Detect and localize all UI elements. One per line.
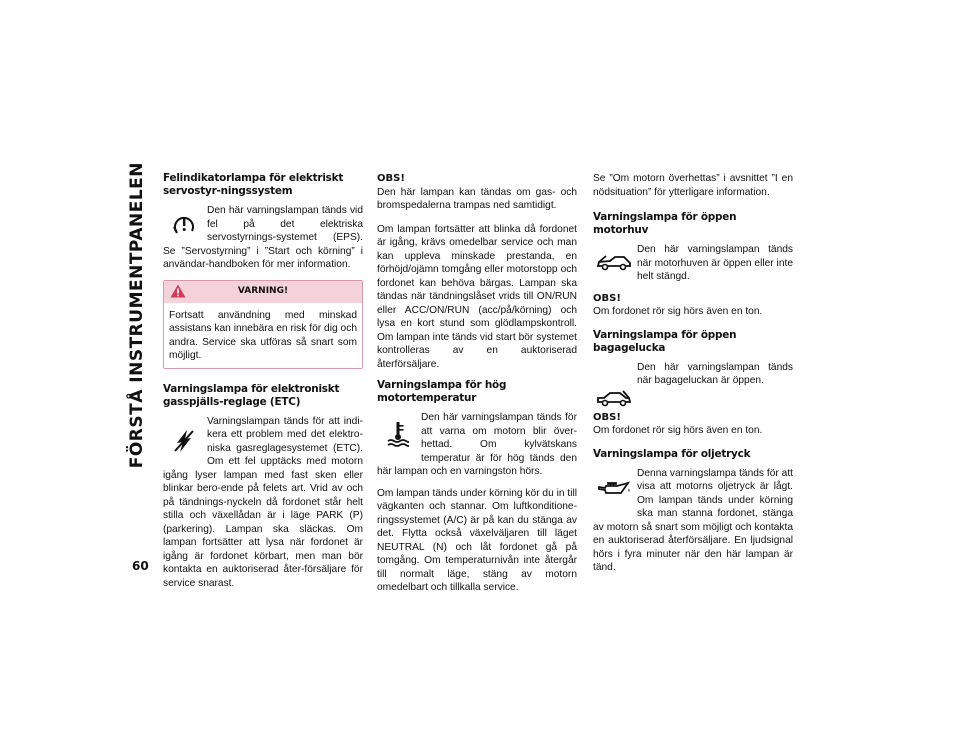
etc-heading: Varningslampa för elektroniskt gasspjälls-reglage (ETC) — [163, 382, 340, 408]
hood-text: Den här varningslampan tänds när motorhuven är öppen eller inte helt stängd. — [637, 244, 793, 282]
obs-text: Den här lampan kan tändas om gas- och bromspedalerna trampas ned samtidigt. — [377, 186, 577, 211]
section-side-title: FÖRSTÅ INSTRUMENTPANELEN — [127, 162, 147, 469]
oil-heading: Varningslampa för oljetryck — [593, 447, 751, 460]
eps-block — [163, 204, 363, 272]
throttle-lightning-icon — [163, 415, 205, 467]
steering-wheel-warning-icon — [163, 204, 205, 244]
hood-obs-text: Om fordonet rör sig hörs även en ton. — [593, 306, 763, 317]
hood-block — [593, 243, 793, 284]
column-3 — [593, 172, 793, 583]
trunk-obs-text: Om fordonet rör sig hörs även en ton. — [593, 425, 763, 436]
warning-title: VARNING! — [237, 285, 289, 296]
coolant-temperature-icon — [377, 411, 419, 457]
temp-text-2: Om lampan tänds under körning kör du in till vägkanten och stannar. Om luftkonditione-ringssystemet (A/C) är på kan du stänga av det. Flytta också växelväljaren till läget NEUTRAL (N) och låt fordonet gå på tomgång. Om temperaturnivån inte återgår till normalt läge, stäng av motorn omedelbart och tillkalla service. — [377, 487, 577, 593]
page-number: 60 — [132, 559, 149, 573]
temp-block — [377, 411, 577, 479]
etc-blink-text: Om lampan fortsätter att blinka då fordonet är igång, krävs omedelbar service och man kan uppleva minskade prestanda, en förhöjd/ojämn tomgång eller motorstopp och fordonet kan behöva bärgas. Lampan ska tändas när tändningslåset vrids till ON/RUN eller ACC/ON/RUN (acc/på/körning) och lysa en kort stund som glödlampskontroll. Om lampan inte tänds vid start bör systemet kontrolleras av en auktoriserad återförsäljare. — [377, 223, 577, 370]
obs-label: OBS! — [377, 173, 405, 184]
warning-text: Fortsatt användning med minskad assistans kan innebära en risk för dig och andra. Service ska utföras så snart som möjligt. — [169, 309, 357, 361]
trunk-obs-label: OBS! — [593, 411, 621, 423]
overheat-reference: Se ”Om motorn överhettas” i avsnittet ”I en nödsituation” för ytterligare information. — [593, 173, 793, 198]
temp-heading: Varningslampa för hög motortemperatur — [377, 379, 507, 404]
etc-block — [163, 415, 363, 591]
eps-heading: Felindikatorlampa för elektriskt servostyr-ningssystem — [163, 172, 344, 197]
column-1 — [163, 172, 363, 598]
trunk-block — [593, 361, 793, 411]
trunk-heading: Varningslampa för öppen bagagelucka — [593, 328, 737, 354]
trunk-open-car-icon — [593, 361, 635, 407]
warning-box — [163, 280, 363, 369]
eps-text: Den här varningslampan tänds vid fel på det elektriska servostyrnings-systemet (EPS). Se ”Servostyrning” i ”Start och körning” i användar-handboken för mer information. — [163, 205, 363, 270]
hood-heading: Varningslampa för öppen motorhuv — [593, 211, 737, 236]
column-2 — [377, 172, 577, 603]
etc-text: Varningslampan tänds för att indi-kera ett problem med det elektro-niska gasreglagesystemet (ETC). Om ett fel upptäcks med motorn igång lyser lampan med fast sken eller blinkar bero-ende på felets art. Vrid av och på tändnings-nyckeln då fordonet står helt stilla och växellådan är i läge PARK (P) (parkering). Lampan ska släckas. Om lampan fortsätter att lysa när fordonet är igång är fordonet körbart, men man bör kontakta en auktoriserad åter-försäljare för service snarast. — [163, 415, 363, 589]
temp-text: Den här varningslampan tänds för att varna om motorn blir över-hettad. Om kylvätskans temperatur är för hög tänds den här lampan och en varningston hörs. — [377, 412, 577, 477]
warning-triangle-icon — [170, 284, 186, 304]
trunk-text: Den här varningslampan tänds när bagageluckan är öppen. — [637, 361, 793, 386]
hood-open-car-icon — [593, 243, 635, 283]
warning-header — [164, 281, 362, 303]
oil-text: Denna varningslampa tänds för att visa att motorns oljetryck är lågt. Om lampan tänds under körning ska man stanna fordonet, stänga av motorn så snart som möjligt och kontakta en auktoriserad återförsäljare. En ljudsignal hörs i fyra minuter när den här lampan är tänd. — [593, 467, 793, 573]
hood-obs-label: OBS! — [593, 292, 621, 304]
oil-can-icon — [593, 467, 635, 511]
oil-block — [593, 467, 793, 575]
